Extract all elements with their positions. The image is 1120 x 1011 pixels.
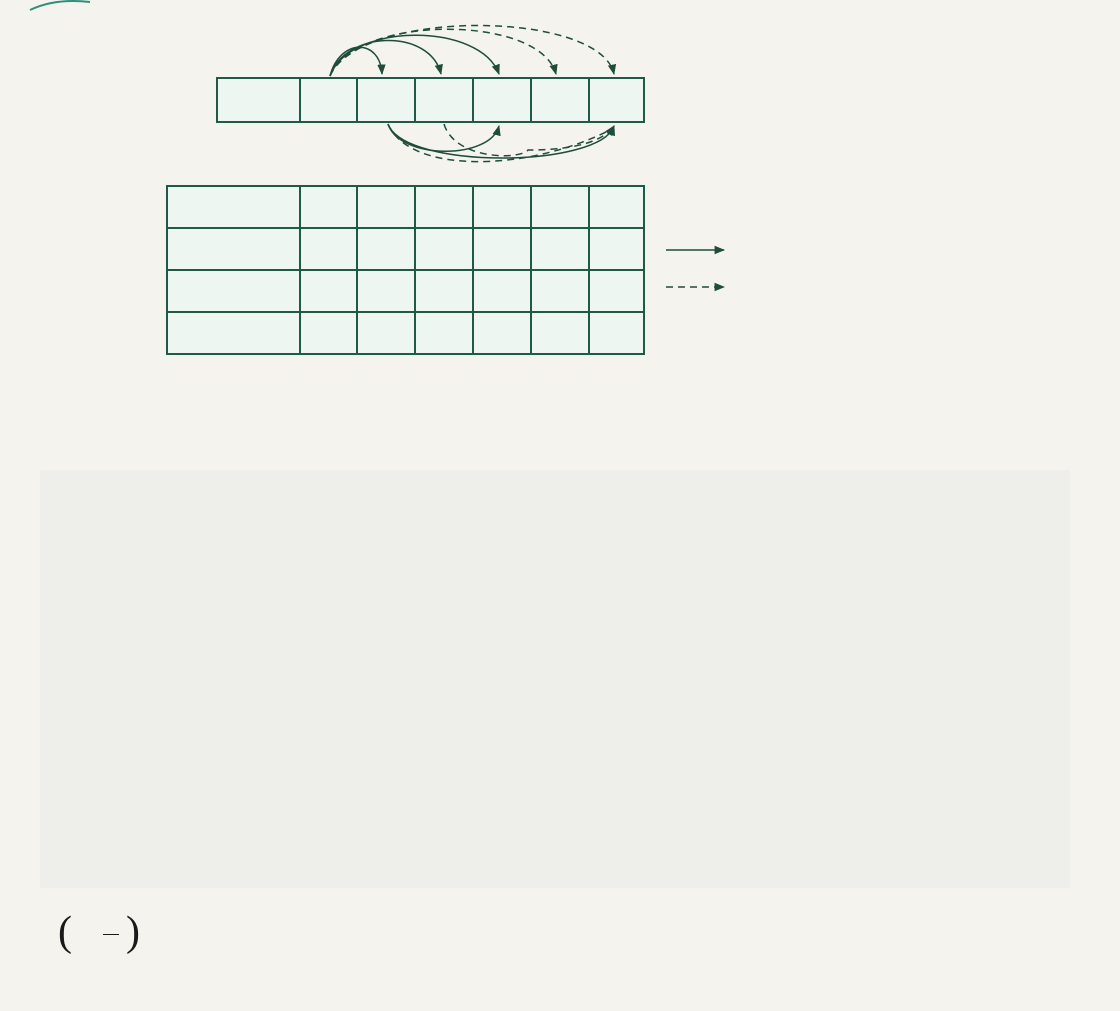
arc-2-to-4 (388, 124, 499, 151)
arc-1-to-4 (330, 35, 499, 76)
arc-1-to-6 (330, 26, 614, 77)
formula-right-paren: ) (126, 909, 140, 955)
formula-frac-bar (103, 934, 119, 935)
decorative-corner-curve (30, 1, 90, 10)
arc-2-to-6 (388, 124, 614, 158)
arc-1-to-5 (330, 29, 556, 76)
arc-3-to-6 (444, 124, 614, 156)
figure (0, 0, 1120, 420)
paragraph-line-1 (40, 909, 1085, 955)
stats-table (167, 186, 644, 354)
number-row (217, 78, 644, 122)
formula-left-paren: ( (58, 909, 72, 955)
code-block (40, 470, 1070, 888)
complexity-formula (40, 909, 158, 955)
arc-2-to-6-dashed (388, 124, 614, 162)
arc-1-to-3b (330, 40, 441, 76)
